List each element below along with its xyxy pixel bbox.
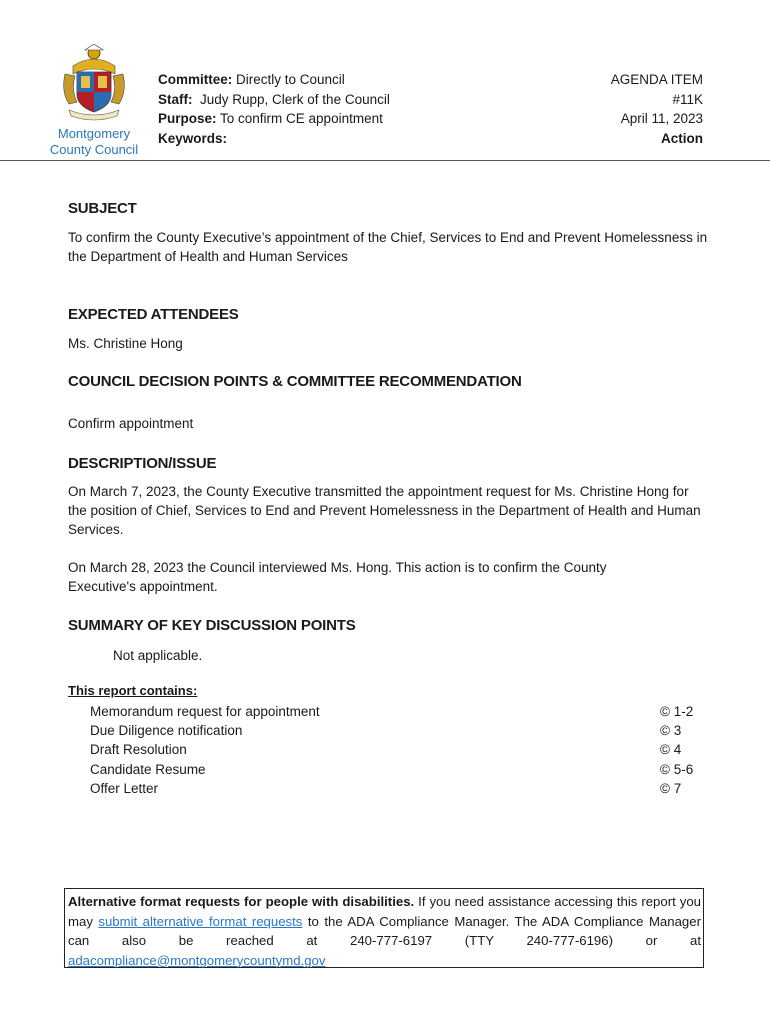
contents-list — [90, 702, 700, 798]
purpose-value: To confirm CE appointment — [216, 111, 383, 126]
ada-email-link[interactable]: adacompliance@montgomerycountymd.gov — [68, 952, 326, 968]
logo-name-line1: Montgomery — [57, 126, 131, 141]
header-divider — [0, 160, 770, 161]
committee-line — [158, 70, 390, 90]
ada-notice-text-1: If you need assistance accessing this report you may — [68, 894, 701, 929]
agenda-number: #11K — [672, 91, 703, 107]
county-seal-icon — [59, 44, 129, 122]
attendees-title: EXPECTED ATTENDEES — [68, 306, 239, 323]
committee-label: Committee: — [158, 72, 233, 87]
purpose-line — [158, 109, 390, 129]
agenda-type: Action — [661, 130, 703, 146]
contents-item-page: © 4 — [660, 742, 682, 758]
logo-name-line2: County Council — [49, 142, 139, 157]
purpose-label: Purpose: — [158, 111, 217, 126]
decision-title: COUNCIL DECISION POINTS & COMMITTEE RECOMMENDATION — [68, 373, 522, 390]
committee-value: Directly to Council — [232, 72, 345, 87]
keywords-line — [158, 129, 390, 149]
contents-item-page: © 3 — [660, 723, 682, 739]
attendees-text: Ms. Christine Hong — [68, 336, 183, 351]
contents-item-label: Memorandum request for appointment — [90, 704, 320, 719]
agenda-date: April 11, 2023 — [620, 111, 703, 126]
list-item — [90, 740, 700, 759]
contents-item-label: Due Diligence notification — [90, 723, 243, 739]
decision-text: Confirm appointment — [68, 416, 194, 431]
contents-item-label: Offer Letter — [90, 780, 159, 796]
alternative-format-request-link[interactable]: submit alternative format requests — [98, 913, 303, 929]
staff-value: Judy Rupp, Clerk of the Council — [192, 91, 390, 107]
contents-heading: This report contains: — [68, 683, 198, 698]
contents-item-page: © 1-2 — [660, 704, 694, 719]
description-paragraph-1: On March 7, 2023, the County Executive transmitted the appointment request for Ms. Christine Hong for the position of Chief, Services to End and Prevent Homelessness in the Department of Health and Human Services. — [68, 484, 701, 537]
ada-notice-text-2: to the ADA Compliance Manager. The ADA Compliance Manager can also be reached at 240-777-6197 (TTY 240-777-6196) or at — [68, 913, 701, 948]
ada-notice-box — [64, 888, 704, 968]
staff-label: Staff: — [158, 91, 193, 107]
contents-item-page: © 5-6 — [660, 761, 694, 777]
list-item — [90, 779, 700, 798]
header-meta — [158, 70, 390, 148]
ada-notice-heading: Alternative format requests for people with disabilities. — [68, 894, 415, 909]
summary-title: SUMMARY OF KEY DISCUSSION POINTS — [68, 617, 356, 634]
description-paragraph-2: On March 28, 2023 the Council interviewed Ms. Hong. This action is to confirm the County Executive's appointment. — [68, 560, 607, 594]
contents-item-label: Candidate Resume — [90, 761, 206, 777]
keywords-label: Keywords: — [158, 130, 228, 146]
list-item — [90, 702, 700, 721]
county-logo — [44, 44, 144, 158]
agenda-info — [611, 70, 703, 148]
subject-title: SUBJECT — [68, 200, 137, 217]
staff-line — [158, 90, 390, 110]
summary-text: Not applicable. — [113, 648, 203, 663]
list-item — [90, 721, 700, 740]
agenda-label: AGENDA ITEM — [610, 72, 703, 87]
subject-text: To confirm the County Executive’s appointment of the Chief, Services to End and Prevent Homelessness in the Department of Health and Human Services — [68, 230, 708, 264]
list-item — [90, 760, 700, 779]
description-title: DESCRIPTION/ISSUE — [68, 455, 217, 472]
contents-item-page: © 7 — [660, 780, 682, 796]
contents-item-label: Draft Resolution — [90, 742, 187, 758]
